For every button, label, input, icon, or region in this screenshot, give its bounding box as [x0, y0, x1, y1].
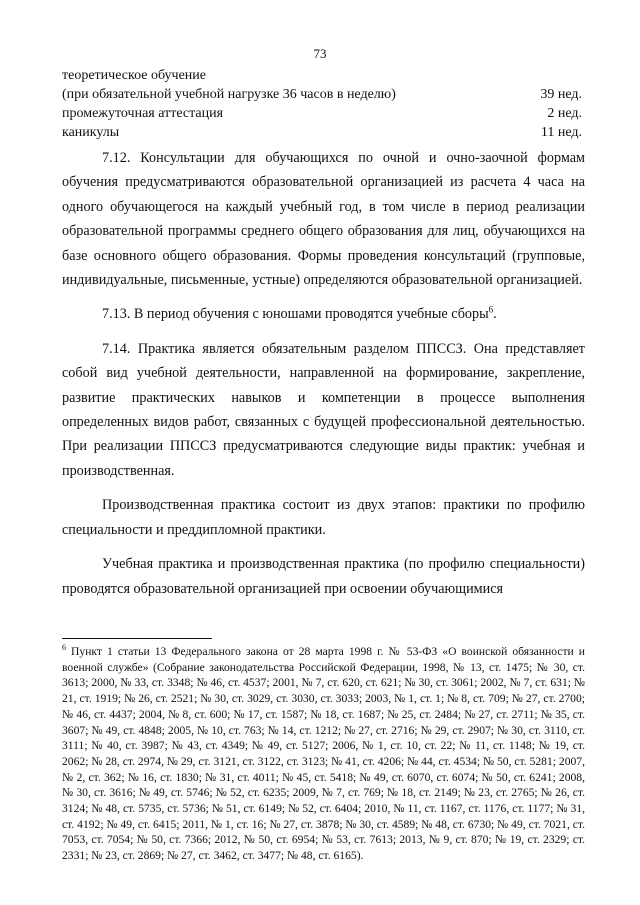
schedule-label: теоретическое обучение: [62, 68, 206, 83]
paragraph-7-13-end: .: [493, 306, 497, 323]
schedule-row: [62, 66, 582, 85]
schedule-value: 11 нед.: [540, 125, 582, 140]
schedule-value: 39 нед.: [540, 87, 582, 102]
footnote: [62, 644, 585, 864]
schedule-row: [62, 85, 582, 104]
paragraph-7-13-text: 7.13. В период обучения с юношами проводятся учебные сборы: [102, 306, 489, 323]
schedule-row: [62, 104, 582, 123]
schedule-label: (при обязательной учебной нагрузке 36 часов в неделю): [62, 87, 396, 102]
paragraph-7-13: [62, 302, 585, 326]
footnote-text: Пункт 1 статьи 13 Федерального закона от 28 марта 1998 г. № 53-ФЗ «О воинской обязанности и военной службе» (Собрание законодательства Российской Федерации, 1998, № 13, ст. 1475; № 30, ст. 3613; 2000, № 33, ст. 3348; № 46, ст. 4537; 2001, № 7, ст. 620, ст. 621; № 30, ст. 3061; 2002, № 7, ст. 631; № 21, ст. 1919; № 26, ст. 2521; № 30, ст. 3029, ст. 3030, ст. 3033; 2003, № 1, ст. 1; № 8, ст. 709; № 27, ст. 2700; № 46, ст. 4437; 2004, № 8, ст. 600; № 17, ст. 1587; № 18, ст. 1687; № 25, ст. 2484; № 27, ст. 2711; № 35, ст. 3607; № 49, ст. 4848; 2005, № 10, ст. 763; № 14, ст. 1212; № 27, ст. 2716; № 29, ст. 2907; № 30, ст. 3110, ст. 3111; № 40, ст. 3987; № 43, ст. 4349; № 49, ст. 5127; 2006, № 1, ст. 10, ст. 22; № 11, ст. 1148; № 19, ст. 2062; № 28, ст. 2974, № 29, ст. 3121, ст. 3122, ст. 3123; № 41, ст. 4206; № 44, ст. 4534; № 50, ст. 5281; 2007, № 2, ст. 362; № 16, ст. 1830; № 31, ст. 4011; № 45, ст. 5418; № 49, ст. 6070, ст. 6074; № 50, ст. 6241; 2008, № 30, ст. 3616; № 49, ст. 5746; № 52, ст. 6235; 2009, № 7, ст. 769; № 18, ст. 2149; № 23, ст. 2765; № 26, ст. 3124; № 48, ст. 5735, ст. 5736; № 51, ст. 6149; № 52, ст. 6404; 2010, № 11, ст. 1167, ст. 1176, ст. 1177; № 31, ст. 4192; № 49, ст. 6415; 2011, № 1, ст. 16; № 27, ст. 3878; № 30, ст. 4589; № 48, ст. 6730; № 49, ст. 7021, ст. 7053, ст. 7054; № 50, ст. 7366; 2012, № 50, ст. 6954; № 53, ст. 7613; 2013, № 9, ст. 870; № 19, ст. 2329; ст. 2331; № 23, ст. 2869; № 27, ст. 3462, ст. 3477; № 48, ст. 6165).: [62, 645, 585, 863]
page-number: 73: [313, 46, 327, 61]
schedule-label: промежуточная аттестация: [62, 106, 224, 121]
paragraph-industrial-practice: Производственная практика состоит из двух этапов: практики по профилю специальности и преддипломной практики.: [62, 497, 585, 538]
body-text: [62, 146, 585, 601]
paragraph-7-12: 7.12. Консультации для обучающихся по очной и очно-заочной формам обучения предусматриваются образовательной организацией из расчета 4 часа на одного обучающегося на каждый учебный год, в том числе в период реализации образовательной программы среднего общего образования для лиц, обучающихся на базе основного общего образования. Формы проведения консультаций (групповые, индивидуальные, письменные, устные) определяются образовательной организацией.: [62, 150, 585, 289]
schedule-label: каникулы: [62, 125, 120, 140]
schedule-value: 2 нед.: [547, 106, 582, 121]
paragraph-7-14: 7.14. Практика является обязательным разделом ППССЗ. Она представляет собой вид учебной деятельности, направленной на формирование, закрепление, развитие практических навыков и компетенции в процессе выполнения определенных видов работ, связанных с будущей профессиональной деятельностью. При реализации ППССЗ предусматриваются следующие виды практик: учебная и производственная.: [62, 340, 585, 479]
footnote-divider: [62, 638, 212, 639]
paragraph-training-practice: Учебная практика и производственная практика (по профилю специальности) проводятся образовательной организацией при освоении обучающимися: [62, 556, 585, 597]
schedule-row: [62, 123, 582, 142]
schedule-list: [62, 66, 582, 142]
footnote-reference[interactable]: 6: [488, 304, 494, 315]
footnote-mark: 6: [62, 643, 66, 653]
